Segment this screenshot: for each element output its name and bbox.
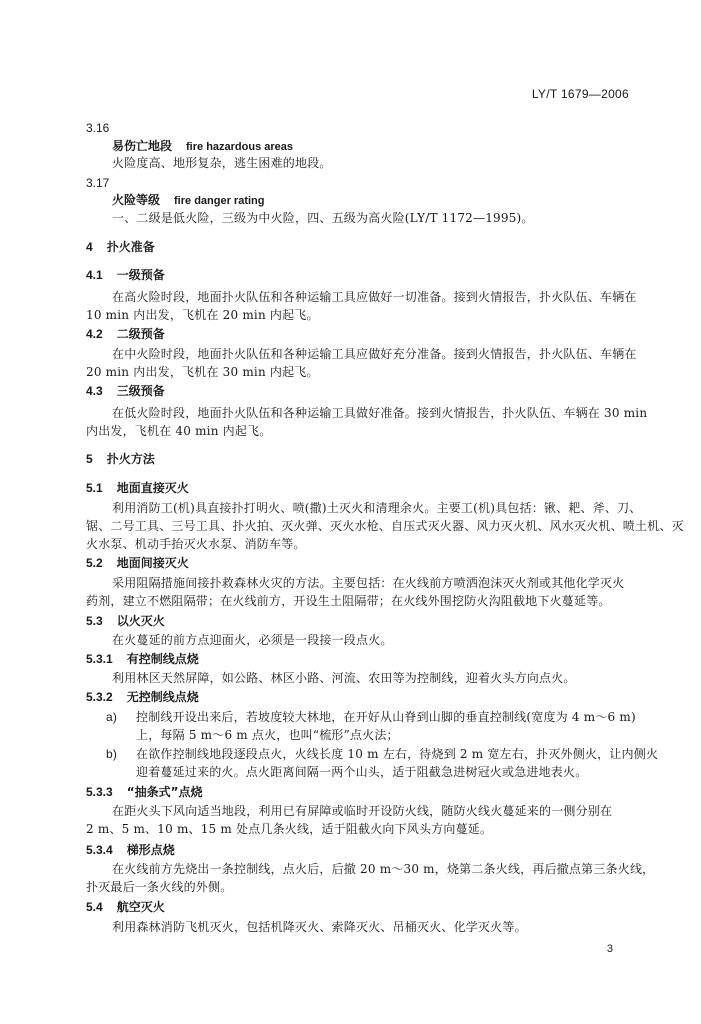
para-5-2-line-1: 采用阻隔措施间接扑救森林火灾的方法。主要包括：在火线前方喷洒泡沫灭火剂或其他化学灭火 [112, 576, 625, 590]
para-5-4-line-1: 利用森林消防飞机灭火，包括机降灭火、索降灭火、吊桶灭火、化学灭火等。 [112, 920, 527, 934]
term-3-17 [112, 193, 264, 209]
section-heading-4 [86, 240, 155, 255]
para-5-1-line-1: 利用消防工(机)具直接扑打明火、喷(撒)土灭火和清理余火。主要工(机)具包括：锹、耙、斧、刀、 [112, 501, 642, 515]
section-heading-5 [86, 452, 155, 467]
title-5-3: 以火灭火 [116, 614, 165, 628]
section-title-5: 扑火方法 [106, 452, 155, 466]
clause-number-3-16: 3.16 [86, 121, 110, 135]
number-5-3-2: 5.3.2 [86, 690, 113, 704]
list-item-a-line-2: 上，每隔 5 m～6 m 点火，也叫“梳形”点火法； [136, 728, 399, 742]
para-4-3-line-2: 内出发，飞机在 40 min 内起飞。 [86, 424, 272, 438]
number-5-3-4: 5.3.4 [86, 843, 113, 857]
list-item-b-line-2: 迎着蔓延过来的火。点火距离间隔一两个山头，适于阻截急进树冠火或急进地表火。 [136, 765, 588, 779]
para-4-2-line-2: 20 min 内出发，飞机在 30 min 内起飞。 [86, 365, 319, 379]
number-5-2: 5.2 [86, 556, 103, 570]
heading-5-3-4 [86, 843, 175, 858]
list-item-b-line-1 [106, 747, 658, 762]
number-4-2: 4.2 [86, 327, 103, 341]
heading-5-4 [86, 900, 165, 915]
title-5-3-4: 梯形点烧 [126, 843, 175, 857]
heading-4-1 [86, 268, 165, 283]
title-4-1: 一级预备 [116, 268, 165, 282]
definition-3-17: 一、二级是低火险，三级为中火险，四、五级为高火险(LY/T 1172—1995)。 [112, 211, 534, 225]
heading-5-2 [86, 556, 189, 571]
para-5-2-line-2: 药剂，建立不燃阻隔带；在火线前方，开设生土阻隔带；在火线外围挖防火沟阻截地下火蔓延等。 [86, 594, 611, 608]
clause-number-3-17: 3.17 [86, 176, 110, 190]
list-item-a-text-1: 控制线开设出来后，若坡度较大林地，在开好从山脊到山脚的垂直控制线(宽度为 4 m～6 m) [136, 710, 636, 724]
term-3-16 [112, 139, 293, 155]
definition-3-16: 火险度高、地形复杂，逃生困难的地段。 [112, 156, 332, 170]
title-5-3-1: 有控制线点烧 [126, 652, 199, 666]
heading-5-3-1 [86, 652, 199, 667]
para-4-3-line-1: 在低火险时段，地面扑火队伍和各种运输工具做好准备。接到火情报告，扑火队伍、车辆在 30 min [112, 406, 648, 420]
para-5-3-4-line-2: 扑灭最后一条火线的外侧。 [86, 880, 233, 894]
list-item-a-line-1 [106, 710, 636, 725]
para-5-1-line-2: 锯、二号工具、三号工具、扑火拍、灭火弹、灭火水枪、自压式灭火器、风力灭火机、风水灭火机、喷土机、灭 [86, 519, 684, 533]
list-marker-b: b) [106, 747, 118, 761]
title-5-3-2: 无控制线点烧 [126, 690, 199, 704]
title-4-2: 二级预备 [116, 327, 165, 341]
heading-5-3 [86, 614, 165, 629]
section-number-5: 5 [86, 452, 93, 466]
heading-5-1 [86, 481, 189, 496]
para-4-1-line-1: 在高火险时段，地面扑火队伍和各种运输工具应做好一切准备。接到火情报告，扑火队伍、车辆在 [112, 290, 637, 304]
number-4-1: 4.1 [86, 268, 103, 282]
title-5-3-3: “抽条式”点烧 [126, 785, 203, 799]
number-5-4: 5.4 [86, 900, 103, 914]
term-3-17-en: fire danger rating [174, 195, 265, 207]
title-4-3: 三级预备 [116, 384, 165, 398]
number-5-3: 5.3 [86, 614, 103, 628]
para-4-2-line-1: 在中火险时段，地面扑火队伍和各种运输工具应做好充分准备。接到火情报告，扑火队伍、车辆在 [112, 347, 637, 361]
number-5-3-1: 5.3.1 [86, 652, 113, 666]
para-5-3-3-line-2: 2 m、5 m、10 m、15 m 处点几条火线，适于阻截火向下风头方向蔓延。 [86, 822, 493, 836]
heading-4-3 [86, 384, 165, 399]
number-5-3-3: 5.3.3 [86, 785, 113, 799]
number-4-3: 4.3 [86, 384, 103, 398]
para-5-3-3-line-1: 在距火头下风向适当地段，利用已有屏障或临时开设防火线，随防火线火蔓延来的一侧分别在 [112, 804, 613, 818]
term-3-16-en: fire hazardous areas [186, 141, 294, 153]
term-3-16-zh: 易伤亡地段 [112, 139, 173, 153]
para-5-1-line-3: 火水泵、机动手抬灭火水泵、消防车等。 [86, 537, 306, 551]
list-marker-a: a) [106, 710, 118, 724]
title-5-2: 地面间接灭火 [116, 556, 189, 570]
term-3-17-zh: 火险等级 [112, 193, 161, 207]
section-number-4: 4 [86, 240, 93, 254]
number-5-1: 5.1 [86, 481, 103, 495]
heading-5-3-3 [86, 785, 202, 800]
para-5-3-4-line-1: 在火线前方先烧出一条控制线，点火后，后撤 20 m～30 m，烧第二条火线，再后撤点第三条火线， [112, 862, 655, 876]
heading-5-3-2 [86, 690, 199, 705]
title-5-1: 地面直接灭火 [116, 481, 189, 495]
para-5-3-line-1: 在火蔓延的前方点迎面火，必须是一段接一段点火。 [112, 633, 393, 647]
list-item-b-text-1: 在欲作控制线地段逐段点火，火线长度 10 m 左右，待烧到 2 m 宽左右，扑灭外侧火，让内侧火 [136, 747, 659, 761]
para-4-1-line-2: 10 min 内出发，飞机在 20 min 内起飞。 [86, 308, 319, 322]
title-5-4: 航空灭火 [116, 900, 165, 914]
standard-code: LY/T 1679—2006 [531, 87, 629, 101]
section-title-4: 扑火准备 [106, 240, 155, 254]
heading-4-2 [86, 327, 165, 342]
page-number: 3 [606, 943, 613, 955]
para-5-3-1-line-1: 利用林区天然屏障，如公路、林区小路、河流、农田等为控制线，迎着火头方向点火。 [112, 671, 576, 685]
